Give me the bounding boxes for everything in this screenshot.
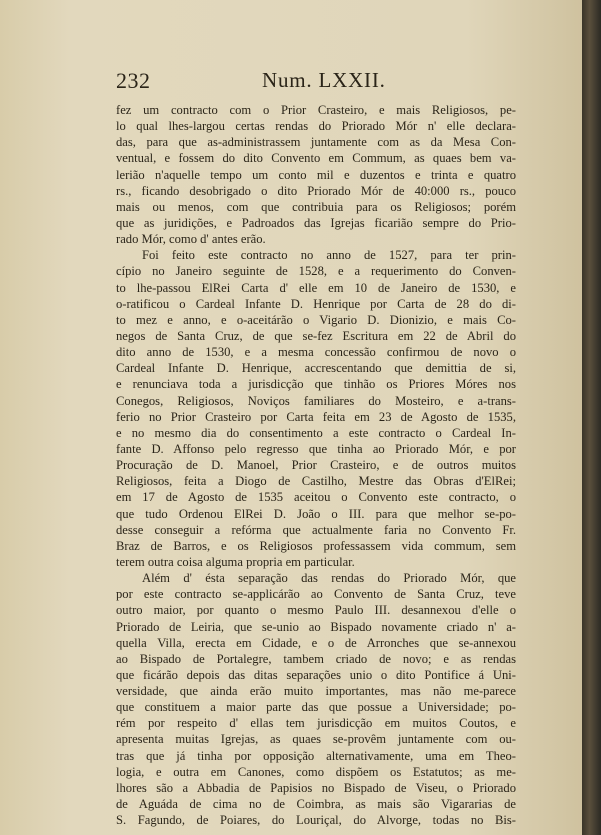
text-line: mais ou menos, com que contribuia para os Religiosos; porém: [116, 199, 516, 214]
text-line: rado Mór, como d' antes erão.: [116, 232, 266, 247]
text-line: que constituem a maior parte das que possue a Universidade; po-: [116, 700, 516, 715]
text-line: Conegos, Religiosos, Noviços familiares do Mosteiro, e a-trans-: [116, 393, 516, 408]
text-line: logia, e outra em Canones, como dispõem os Estatutos; as me-: [116, 764, 516, 779]
text-line: dito anno de 1530, e a mesma concessão confirmou de novo o: [116, 345, 516, 360]
text-line: Braz de Barros, e os Religiosos professassem vida commum, sem: [116, 538, 516, 553]
text-line: Foi feito este contracto no anno de 1527, para ter prin-: [142, 248, 516, 263]
text-line: por este contracto se-applicárão ao Convento de Santa Cruz, teve: [116, 587, 516, 602]
text-line: versidade, que ainda erão muito importantes, mas não me-parece: [116, 684, 516, 699]
page-header: [0, 66, 582, 96]
text-line: tras que já tinha por opposição alternativamente, uma em Theo-: [116, 748, 516, 763]
text-line: Além d' ésta separação das rendas do Priorado Mór, que: [142, 571, 516, 586]
text-line: que ficárão depois das ditas separações unio o dito Pontifice á Uni-: [116, 667, 516, 682]
text-line: lerião n'aquelle tempo um conto mil e duzentos e trinta e quatro: [116, 167, 516, 182]
text-line: e no mesmo dia do consentimento a este contracto o Cardeal In-: [116, 425, 516, 440]
text-line: que tudo Ordenou ElRei D. João o III. para que melhor se-po-: [116, 506, 516, 521]
text-line: ventual, e fossem do dito Convento em Commum, as quaes bem va-: [116, 151, 516, 166]
text-line: lo qual lhes-largou certas rendas do Priorado Mór n' elle declara-: [116, 119, 516, 134]
text-line: Priorado de Leiria, que se-unio ao Bispado novamente criado n' a-: [116, 619, 516, 634]
text-line: Cardeal Infante D. Henrique, accrescentando que demittia de si,: [116, 361, 516, 376]
text-line: Religiosos, feita a Diogo de Castilho, Mestre das Obras d'ElRei;: [116, 474, 516, 489]
text-line: o-ratificou o Cardeal Infante D. Henrique por Carta de 28 do di-: [116, 296, 516, 311]
running-head: Num. LXXII.: [262, 68, 386, 92]
text-line: negos de Santa Cruz, de que se-fez Escritura em 22 de Abril do: [116, 328, 516, 343]
text-line: cípio no Janeiro seguinte de 1528, e a requerimento do Conven-: [116, 264, 516, 279]
text-line: Procuração de D. Manoel, Prior Crasteiro, e de outros muitos: [116, 458, 516, 473]
text-line: apresenta muitas Igrejas, as quaes se-provêm juntamente com ou-: [116, 732, 516, 747]
text-line: rém por respeito d' ellas tem jurisdicção em muitos Coutos, e: [116, 716, 516, 731]
text-line: e renunciava toda a jurisdicção que tinhão os Priores Móres nos: [116, 377, 516, 392]
body-text: [116, 102, 516, 828]
text-line: em 17 de Agosto de 1535 aceitou o Convento este contracto, o: [116, 490, 516, 505]
page-number: 232: [116, 68, 151, 93]
text-line: S. Fagundo, de Poiares, do Louriçal, do Alvorge, todas no Bis-: [116, 813, 516, 828]
text-line: ao Bispado de Portalegre, tambem criado de novo; e as rendas: [116, 651, 516, 666]
text-line: to mez e anno, e o-aceitárão o Vigario D. Dionizio, e mais Co-: [116, 312, 516, 327]
text-line: lhores são a Abbadia de Papisios no Bispado de Viseu, o Priorado: [116, 780, 516, 795]
text-line: fez um contracto com o Prior Crasteiro, e mais Religiosos, pe-: [116, 103, 516, 117]
text-line: rs., ficando desobrigado o dito Priorado Mór de 40:000 rs., pouco: [116, 183, 516, 198]
text-line: fante D. Affonso pelo regresso que tinha ao Priorado Mór, e por: [116, 441, 516, 456]
text-line: outro maior, por quanto o mesmo Paulo III. desannexou d'elle o: [116, 603, 516, 618]
text-line: de Aguáda de cima no de Coimbra, as mais são Vigararias de: [116, 797, 516, 812]
text-line: terem outra coisa alguma propria em particular.: [116, 554, 355, 569]
text-line: desse conseguir a refórma que actualmente faria no Convento Fr.: [116, 522, 516, 537]
text-line: to lhe-passou ElRei Carta d' elle em 10 de Janeiro de 1530, e: [116, 280, 516, 295]
book-binding-edge: [582, 0, 601, 835]
text-line: das, para que as-administrassem juntamente com as da Mesa Con-: [116, 135, 516, 150]
text-line: que as juridições, e Padroados das Igrejas ficarião sempre do Prio-: [116, 215, 516, 230]
text-line: ferio no Prior Crasteiro por Carta feita em 23 de Agosto de 1535,: [116, 409, 516, 424]
text-line: quella Villa, erecta em Cidade, e o de Arronches que se-annexou: [116, 635, 516, 650]
